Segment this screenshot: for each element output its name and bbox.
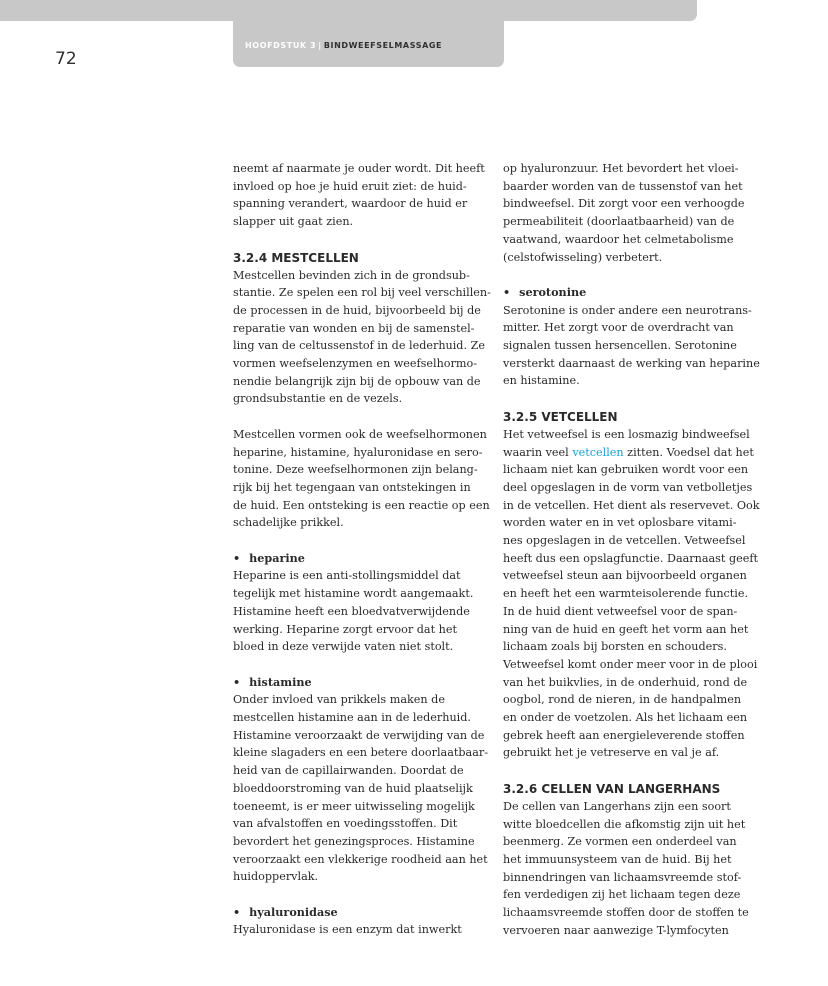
right-column [503, 160, 760, 939]
text-line: grondsubstantie en de vezels. [233, 392, 403, 406]
text-line: nes opgeslagen in de vetcellen. Vetweefsel [503, 534, 746, 548]
text-line: Onder invloed van prikkels maken de [233, 693, 445, 707]
bullet-icon: • [233, 674, 241, 689]
serotonine-paragraph [503, 302, 760, 391]
text-line: worden water en in vet oplosbare vitami- [503, 516, 737, 530]
text-line: van afvalstoffen en voedingsstoffen. Dit [233, 817, 458, 831]
text-line: tegelijk met histamine wordt aangemaakt. [233, 587, 474, 601]
text-line: heeft dus een opslagfunctie. Daarnaast geeft [503, 551, 759, 565]
text-line: toeneemt, is er meer uitwisseling mogelijk [233, 799, 475, 813]
text-line: deel opgeslagen in de vorm van vetbolletjes [503, 480, 753, 494]
langerhans-heading: 3.2.6 CELLEN VAN LANGERHANS [503, 781, 721, 796]
text-line: ning van de huid en geeft het vorm aan het [503, 622, 749, 636]
intro-paragraph [233, 160, 485, 231]
hyaluronidase-paragraph [233, 921, 485, 939]
left-column [233, 160, 491, 939]
text-line: kleine slagaders en een betere doorlaatbaar- [233, 746, 489, 760]
text-line: de processen in de huid, bijvoorbeeld bij de [233, 303, 481, 317]
text-line: stantie. Ze spelen een rol bij veel verschillen- [233, 286, 491, 300]
header-separator: | [318, 41, 322, 50]
text-line: van het buikvlies, in de onderhuid, rond de [503, 675, 748, 689]
hyaluronidase-continued-paragraph [503, 160, 755, 266]
vetcellen-heading: 3.2.5 VETCELLEN [503, 409, 618, 424]
text-line: Vetweefsel komt onder meer voor in de plooi [503, 657, 758, 671]
text-line: spanning verandert, waardoor de huid er [233, 197, 468, 211]
text-line: bloed in deze verwijde vaten niet stolt. [233, 640, 454, 654]
text-line: oogbol, rond de nieren, in de handpalmen [503, 693, 742, 707]
bullet-icon: • [233, 550, 241, 565]
text-line: lichaam niet kan gebruiken wordt voor een [503, 463, 749, 477]
text-line: Hyaluronidase is een enzym dat inwerkt [233, 923, 462, 937]
text-line: Heparine is een anti-stollingsmiddel dat [233, 569, 461, 583]
text-line: bindweefsel. Dit zorgt voor een verhoogde [503, 197, 745, 211]
text-line: schadelijke prikkel. [233, 516, 344, 530]
vetcellen-paragraph [503, 461, 760, 762]
text-line: permeabiliteit (doorlaatbaarheid) van de [503, 215, 735, 229]
text-line: mestcellen histamine aan in de lederhuid. [233, 711, 471, 725]
text-line: veroorzaakt een vlekkerige roodheid aan het [233, 852, 488, 866]
text-line: (celstofwisseling) verbetert. [503, 250, 663, 264]
heparine-paragraph [233, 567, 485, 656]
mestcellen-paragraph-2 [233, 426, 490, 532]
text-line: Mestcellen bevinden zich in de grondsub- [233, 268, 470, 282]
text-line: binnendringen van lichaamsvreemde stof- [503, 870, 742, 884]
text-line: vaatwand, waardoor het celmetabolisme [503, 232, 734, 246]
text-line: ling van de celtussenstof in de lederhuid. Ze [233, 339, 485, 353]
running-header [245, 41, 442, 50]
text-line: Histamine heeft een bloedvatverwijdende [233, 604, 470, 618]
histamine-bullet: • histamine [233, 674, 312, 689]
text-line: vervoeren naar aanwezige T-lymfocyten [503, 923, 729, 937]
text-line: slapper uit gaat zien. [233, 215, 354, 229]
text-line: witte bloedcellen die afkomstig zijn uit het [503, 817, 746, 831]
text-line: Histamine veroorzaakt de verwijding van de [233, 728, 485, 742]
mestcellen-paragraph-1 [233, 267, 491, 409]
vetcellen-link[interactable]: vetcellen [572, 445, 624, 459]
text-line: rijk bij het tegengaan van ontstekingen in [233, 480, 471, 494]
text-line: huidoppervlak. [233, 870, 319, 884]
text-line: en onder de voetzolen. Als het lichaam een [503, 711, 748, 725]
text-line: en heeft het een warmteisolerende functie. [503, 587, 749, 601]
histamine-paragraph [233, 691, 489, 886]
vetcellen-line-2: waarin veel vetcellen zitten. Voedsel dat het [503, 445, 754, 459]
chapter-label: HOOFDSTUK 3 [245, 41, 317, 50]
vetcellen-line-1: Het vetweefsel is een losmazig bindweefsel [503, 427, 750, 441]
text-line: gebrek heeft aan energieleverende stoffen [503, 728, 745, 742]
text-line: Mestcellen vormen ook de weefselhormonen [233, 427, 487, 441]
header-bar [0, 0, 697, 21]
text-line: bevordert het genezingsproces. Histamine [233, 834, 475, 848]
text-line: Serotonine is onder andere een neurotrans- [503, 303, 752, 317]
text-line: vetweefsel steun aan bijvoorbeeld organen [503, 569, 747, 583]
text-line: het immuunsysteem van de huid. Bij het [503, 852, 732, 866]
text-line: lichaamsvreemde stoffen door de stoffen te [503, 906, 749, 920]
bullet-icon: • [233, 904, 241, 919]
text-line: lichaam zoals bij borsten en schouders. [503, 640, 727, 654]
langerhans-paragraph [503, 798, 755, 940]
text-line: mitter. Het zorgt voor de overdracht van [503, 321, 734, 335]
text-line: neemt af naarmate je ouder wordt. Dit heeft [233, 162, 485, 175]
text-line: versterkt daarnaast de werking van heparine [503, 356, 760, 370]
text-line: bloeddoorstroming van de huid plaatselijk [233, 781, 473, 795]
heparine-bullet: • heparine [233, 550, 305, 565]
text-line: heparine, histamine, hyaluronidase en sero- [233, 445, 483, 459]
text-line: invloed op hoe je huid eruit ziet: de huid- [233, 179, 467, 193]
mestcellen-heading: 3.2.4 MESTCELLEN [233, 250, 359, 265]
text-line: de huid. Een ontsteking is een reactie op een [233, 498, 490, 512]
text-line: fen verdedigen zij het lichaam tegen deze [503, 888, 741, 902]
text-line: nendie belangrijk zijn bij de opbouw van de [233, 374, 481, 388]
hyaluronidase-bullet: • hyaluronidase [233, 904, 338, 919]
text-line: in de vetcellen. Het dient als reservevet. Ook [503, 498, 760, 512]
text-line: baarder worden van de tussenstof van het [503, 179, 743, 193]
page-number: 72 [55, 49, 77, 69]
text-line: heid van de capillairwanden. Doordat de [233, 764, 464, 778]
text-line: op hyaluronzuur. Het bevordert het vloei- [503, 162, 739, 175]
text-line: reparatie van wonden en bij de samenstel- [233, 321, 475, 335]
text-line: vormen weefselenzymen en weefselhormo- [233, 357, 478, 371]
text-line: gebruikt het je vetreserve en val je af. [503, 746, 720, 760]
text-line: In de huid dient vetweefsel voor de span- [503, 604, 738, 618]
text-line: De cellen van Langerhans zijn een soort [503, 799, 731, 813]
chapter-tab [233, 21, 504, 67]
bullet-icon: • [503, 284, 511, 299]
text-line: en histamine. [503, 374, 580, 388]
chapter-title: BINDWEEFSELMASSAGE [323, 41, 443, 50]
text-line: beenmerg. Ze vormen een onderdeel van [503, 835, 737, 849]
serotonine-bullet: • serotonine [503, 284, 587, 299]
text-line: werking. Heparine zorgt ervoor dat het [233, 622, 457, 636]
text-line: tonine. Deze weefselhormonen zijn belang- [233, 463, 478, 477]
text-line: signalen tussen hersencellen. Serotonine [503, 339, 737, 353]
